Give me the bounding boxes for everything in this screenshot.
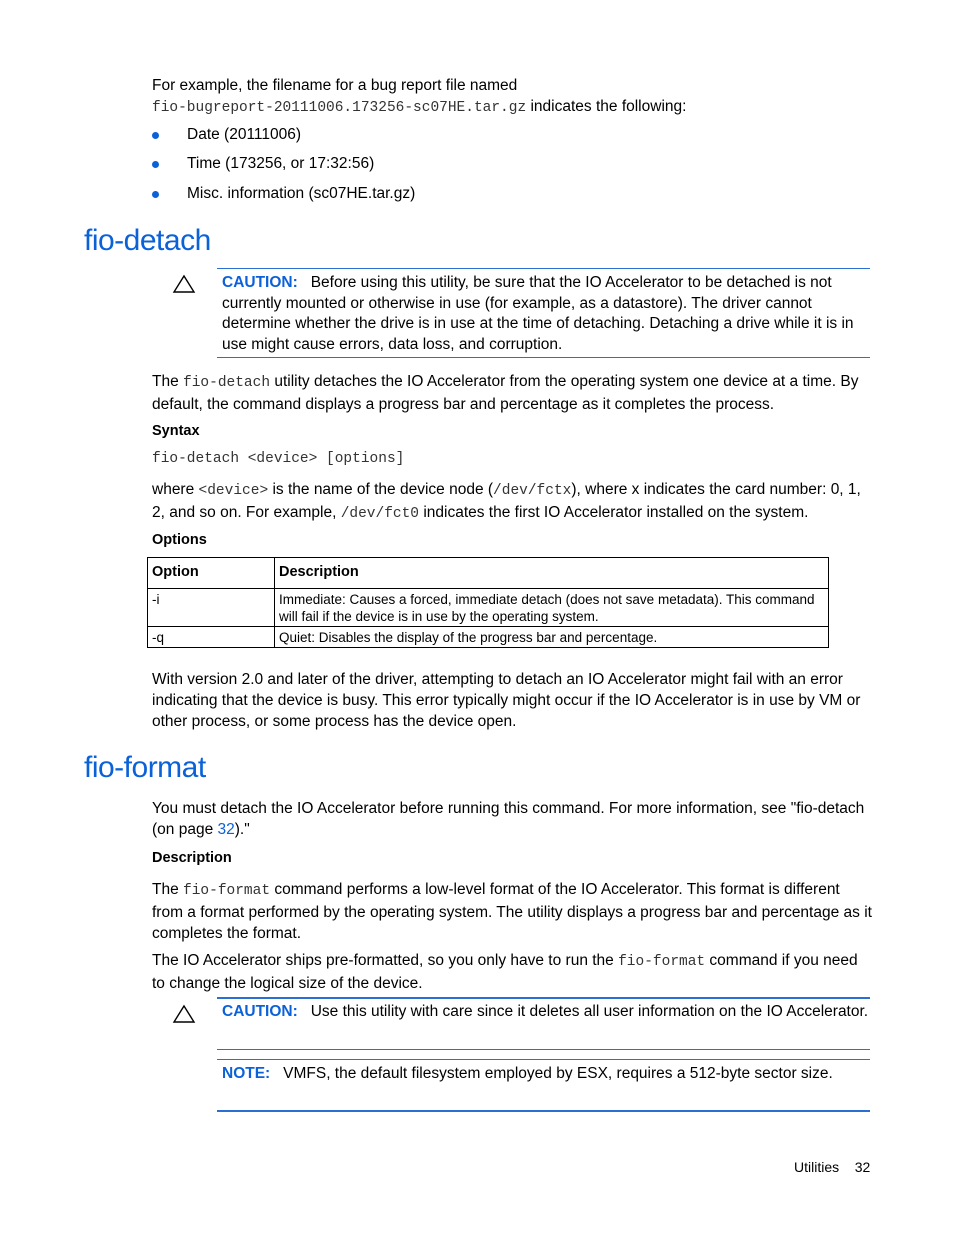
caution-box-detach	[222, 273, 870, 355]
busy-error-paragraph: With version 2.0 and later of the driver, attempting to detach an IO Accelerator might fail with an error indicating that the device is busy. This error typically might occur if the IO Accelerator is in use by VM or other process, or some process has the device open.	[152, 671, 861, 730]
bullet-dot-icon	[152, 191, 159, 198]
description-cell: Immediate: Causes a forced, immediate detach (does not save metadata). This command will fail if the device is in use by the operating system.	[275, 589, 829, 627]
preformatted-paragraph	[152, 950, 872, 994]
options-table	[147, 557, 829, 648]
page-link[interactable]: 32	[217, 821, 235, 838]
caution-text: Before using this utility, be sure that the IO Accelerator to be detached is not currently mounted or otherwise in use (for example, as a datastore). The driver cannot determine whether the drive is in use at the time of detaching. Detaching a drive while it is in use might cause errors, data loss, and corruption.	[222, 274, 854, 353]
page-footer	[794, 1159, 870, 1175]
text-run: indicates the first IO Accelerator installed on the system.	[419, 504, 809, 521]
text-run: The IO Accelerator ships pre-formatted, so you only have to run the	[152, 952, 619, 969]
inline-code: <device>	[198, 483, 269, 499]
intro-line1: For example, the filename for a bug report file named	[152, 77, 518, 94]
caution-label: CAUTION:	[222, 274, 298, 291]
table-row	[148, 627, 829, 648]
table-row	[148, 589, 829, 627]
text-run: The	[152, 881, 184, 898]
text-run: The	[152, 373, 184, 390]
bugreport-filename: fio-bugreport-20111006.173256-sc07HE.tar.gz	[152, 100, 527, 116]
description-cell: Quiet: Disables the display of the progress bar and percentage.	[275, 627, 829, 648]
intro-paragraph	[152, 75, 872, 119]
inline-code: /dev/fctx	[493, 483, 572, 499]
caution-text: Use this utility with care since it deletes all user information on the IO Accelerator.	[310, 1003, 869, 1020]
syntax-heading: Syntax	[152, 423, 200, 439]
text-run: where	[152, 481, 199, 498]
option-cell: -i	[148, 589, 275, 627]
caution-bottom-rule	[217, 1049, 870, 1050]
format-intro-paragraph	[152, 798, 872, 840]
caution-bottom-rule	[217, 357, 870, 358]
footer-section: Utilities	[794, 1159, 840, 1175]
inline-code: fio-format	[183, 883, 271, 899]
note-box	[222, 1064, 870, 1085]
text-run: You must detach the IO Accelerator before running this command. For more information, see "fio-detach (on page	[152, 800, 865, 838]
column-header-description: Description	[275, 558, 829, 589]
caution-top-rule	[217, 268, 870, 269]
note-text: VMFS, the default filesystem employed by ESX, requires a 512-byte sector size.	[283, 1065, 833, 1082]
intro-line2-tail: indicates the following:	[526, 98, 687, 115]
section-heading-fio-detach: fio-detach	[84, 224, 211, 257]
inline-code: /dev/fct0	[340, 506, 420, 522]
text-run: command performs a low-level format of the IO Accelerator. This format is different from a format performed by the operating system. The utility displays a progress bar and percentage as it completes the format.	[152, 881, 872, 942]
caution-triangle-icon	[172, 1004, 196, 1024]
options-heading: Options	[152, 532, 207, 548]
caution-label: CAUTION:	[222, 1003, 298, 1020]
text-run: command if you need to change the logical size of the device.	[152, 952, 858, 992]
option-cell: -q	[148, 627, 275, 648]
column-header-option: Option	[148, 558, 275, 589]
caution-box-format	[222, 1002, 870, 1023]
detach-description	[152, 371, 872, 415]
bullet-dot-icon	[152, 132, 159, 139]
note-label: NOTE:	[222, 1065, 271, 1082]
list-item-text: Date (20111006)	[187, 126, 302, 143]
section-heading-fio-format: fio-format	[84, 751, 206, 784]
text-run: ), where x indicates the card number: 0, 1, 2, and so on. For example,	[152, 481, 861, 521]
note-bottom-rule	[217, 1110, 870, 1112]
table-header-row	[148, 558, 829, 589]
caution-triangle-icon	[172, 274, 196, 294]
text-run: is the name of the device node (	[268, 481, 494, 498]
footer-page-number: 32	[854, 1159, 871, 1175]
text-run: utility detaches the IO Accelerator from the operating system one device at a time. By default, the command displays a progress bar and percentage as it completes the process.	[152, 373, 859, 413]
text-run: )."	[234, 821, 250, 838]
format-description	[152, 879, 872, 944]
bullet-dot-icon	[152, 161, 159, 168]
list-item-text: Misc. information (sc07HE.tar.gz)	[187, 185, 416, 202]
device-paragraph	[152, 479, 872, 525]
note-top-rule	[217, 1059, 870, 1060]
inline-code: fio-detach	[183, 375, 271, 391]
description-heading: Description	[152, 850, 232, 866]
inline-code: fio-format	[618, 954, 706, 970]
list-item-text: Time (173256, or 17:32:56)	[187, 155, 375, 172]
caution-top-rule	[217, 997, 870, 999]
syntax-code: fio-detach <device> [options]	[152, 451, 405, 467]
